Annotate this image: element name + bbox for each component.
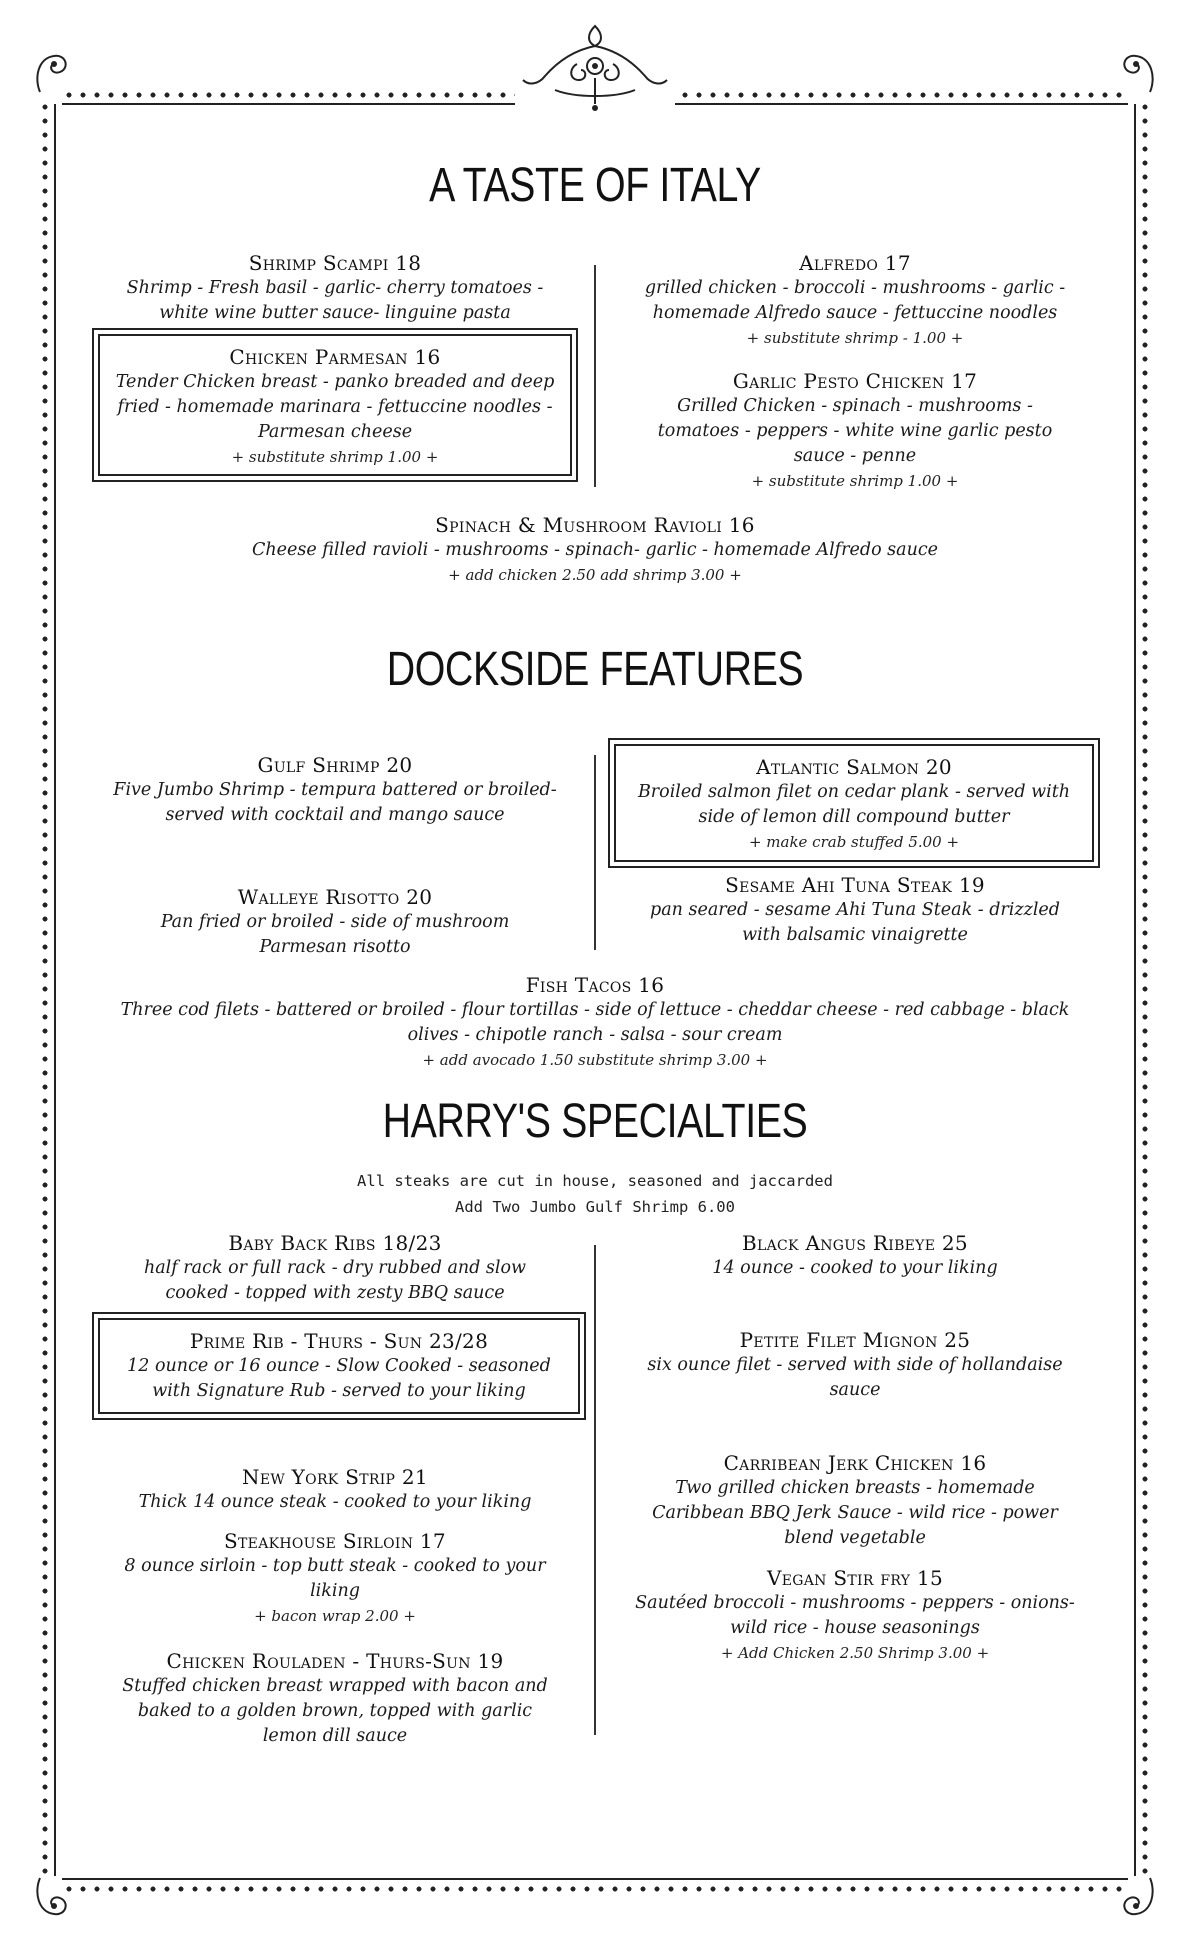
item-name: Walleye Risotto 20 [237, 885, 433, 909]
item-extra: + substitute shrimp - 1.00 + [746, 329, 964, 347]
menu-item-prime-rib [98, 1318, 580, 1414]
menu-item-spinach-ravioli [150, 512, 1040, 587]
menu-item-gulf-shrimp [100, 752, 570, 828]
border-right-rule [1134, 104, 1136, 1876]
column-divider [594, 755, 596, 950]
menu-item-filet-mignon [630, 1327, 1080, 1403]
menu-item-sirloin [110, 1528, 560, 1628]
item-name: Chicken Parmesan 16 [229, 345, 441, 369]
corner-flourish-icon [30, 1868, 84, 1922]
border-left-rule [54, 104, 56, 1876]
border-right-dots [1138, 100, 1152, 1878]
item-desc: pan seared - sesame Ahi Tuna Steak - drizzled with balsamic vinaigrette [650, 900, 1060, 945]
item-name: Sesame Ahi Tuna Steak 19 [725, 873, 985, 897]
steak-note: All steaks are cut in house, seasoned and jaccarded [357, 1172, 833, 1190]
item-name: Petite Filet Mignon 25 [739, 1328, 971, 1352]
item-name: Shrimp Scampi 18 [248, 251, 422, 275]
item-desc: six ounce filet - served with side of hollandaise sauce [647, 1355, 1063, 1400]
item-extra: + Add Chicken 2.50 Shrimp 3.00 + [720, 1644, 990, 1662]
menu-item-new-york-strip [110, 1464, 560, 1515]
item-name: New York Strip 21 [242, 1465, 428, 1489]
border-bottom-dots [62, 1882, 1128, 1896]
shrimp-addon-note: Add Two Jumbo Gulf Shrimp 6.00 [455, 1198, 735, 1216]
menu-item-ribeye [630, 1230, 1080, 1281]
menu-item-alfredo [620, 250, 1090, 350]
item-name: Steakhouse Sirloin 17 [224, 1529, 446, 1553]
item-desc: Three cod filets - battered or broiled - flour tortillas - side of lettuce - cheddar cheese - red cabbage - black olives - chipotle ranch - salsa - sour cream [120, 1000, 1070, 1045]
item-name: Fish Tacos 16 [525, 973, 665, 997]
menu-item-garlic-pesto-chicken [635, 368, 1075, 493]
corner-flourish-icon [30, 48, 84, 102]
item-desc: Sautéed broccoli - mushrooms - peppers - onions- wild rice - house seasonings [635, 1593, 1075, 1638]
section-title-dockside: DOCKSIDE FEATURES [386, 643, 804, 696]
menu-item-walleye-risotto [130, 884, 540, 960]
item-extra: + add avocado 1.50 substitute shrimp 3.00 + [422, 1051, 768, 1069]
item-name: Atlantic Salmon 20 [756, 755, 952, 779]
item-extra: + add chicken 2.50 add shrimp 3.00 + [448, 566, 742, 584]
border-bottom-rule [62, 1878, 1128, 1880]
section-title-italy: A TASTE OF ITALY [429, 159, 761, 212]
menu-item-fish-tacos [110, 972, 1080, 1072]
item-desc: Broiled salmon filet on cedar plank - served with side of lemon dill compound butter [637, 782, 1071, 827]
border-left-dots [38, 100, 52, 1878]
item-desc: 12 ounce or 16 ounce - Slow Cooked - seasoned with Signature Rub - served to your liking [127, 1356, 551, 1401]
item-name: Baby Back Ribs 18/23 [228, 1231, 442, 1255]
item-name: Prime Rib - Thurs - Sun 23/28 [189, 1329, 489, 1353]
item-desc: Grilled Chicken - spinach - mushrooms - tomatoes - peppers - white wine garlic pesto sauce - penne [657, 396, 1053, 466]
item-desc: Five Jumbo Shrimp - tempura battered or broiled- served with cocktail and mango sauce [113, 780, 557, 825]
column-divider [594, 265, 596, 487]
column-divider [594, 1245, 596, 1735]
item-desc: 8 ounce sirloin - top butt steak - cooked to your liking [124, 1556, 546, 1601]
item-name: Chicken Rouladen - Thurs-Sun 19 [166, 1649, 504, 1673]
menu-item-vegan-stir-fry [630, 1565, 1080, 1665]
menu-item-shrimp-scampi [100, 250, 570, 326]
item-desc: 14 ounce - cooked to your liking [712, 1258, 998, 1278]
item-extra: + substitute shrimp 1.00 + [231, 448, 439, 466]
item-name: Garlic Pesto Chicken 17 [732, 369, 978, 393]
item-desc: Tender Chicken breast - panko breaded and deep fried - homemade marinara - fettuccine noodles - Parmesan cheese [115, 372, 555, 442]
menu-item-chicken-parmesan [98, 334, 572, 476]
menu-item-chicken-rouladen [110, 1648, 560, 1749]
menu-item-jerk-chicken [630, 1450, 1080, 1551]
item-name: Alfredo 17 [799, 251, 911, 275]
menu-item-ahi-tuna [630, 872, 1080, 948]
section-title-harrys: HARRY'S SPECIALTIES [382, 1095, 808, 1148]
item-desc: Cheese filled ravioli - mushrooms - spinach- garlic - homemade Alfredo sauce [251, 540, 939, 560]
item-desc: grilled chicken - broccoli - mushrooms - garlic - homemade Alfredo sauce - fettuccine noodles [644, 278, 1066, 323]
item-desc: Pan fried or broiled - side of mushroom Parmesan risotto [160, 912, 510, 957]
menu-item-baby-back-ribs [110, 1230, 560, 1306]
item-extra: + substitute shrimp 1.00 + [751, 472, 959, 490]
item-extra: + make crab stuffed 5.00 + [748, 833, 960, 851]
item-desc: Shrimp - Fresh basil - garlic- cherry tomatoes - white wine butter sauce- linguine pasta [126, 278, 544, 323]
item-name: Carribean Jerk Chicken 16 [723, 1451, 987, 1475]
item-desc: Thick 14 ounce steak - cooked to your liking [138, 1492, 532, 1512]
item-desc: Stuffed chicken breast wrapped with bacon and baked to a golden brown, topped with garlic lemon dill sauce [122, 1676, 548, 1746]
corner-flourish-icon [1106, 48, 1160, 102]
corner-flourish-icon [1106, 1868, 1160, 1922]
item-name: Gulf Shrimp 20 [257, 753, 413, 777]
item-desc: Two grilled chicken breasts - homemade Caribbean BBQ Jerk Sauce - wild rice - power blend vegetable [652, 1478, 1058, 1548]
ornament-crest-icon [515, 20, 675, 116]
item-extra: + bacon wrap 2.00 + [254, 1607, 416, 1625]
menu-item-atlantic-salmon [614, 744, 1094, 862]
item-name: Vegan Stir fry 15 [766, 1566, 943, 1590]
item-name: Spinach & Mushroom Ravioli 16 [435, 513, 755, 537]
item-name: Black Angus Ribeye 25 [742, 1231, 968, 1255]
item-desc: half rack or full rack - dry rubbed and slow cooked - topped with zesty BBQ sauce [143, 1258, 527, 1303]
